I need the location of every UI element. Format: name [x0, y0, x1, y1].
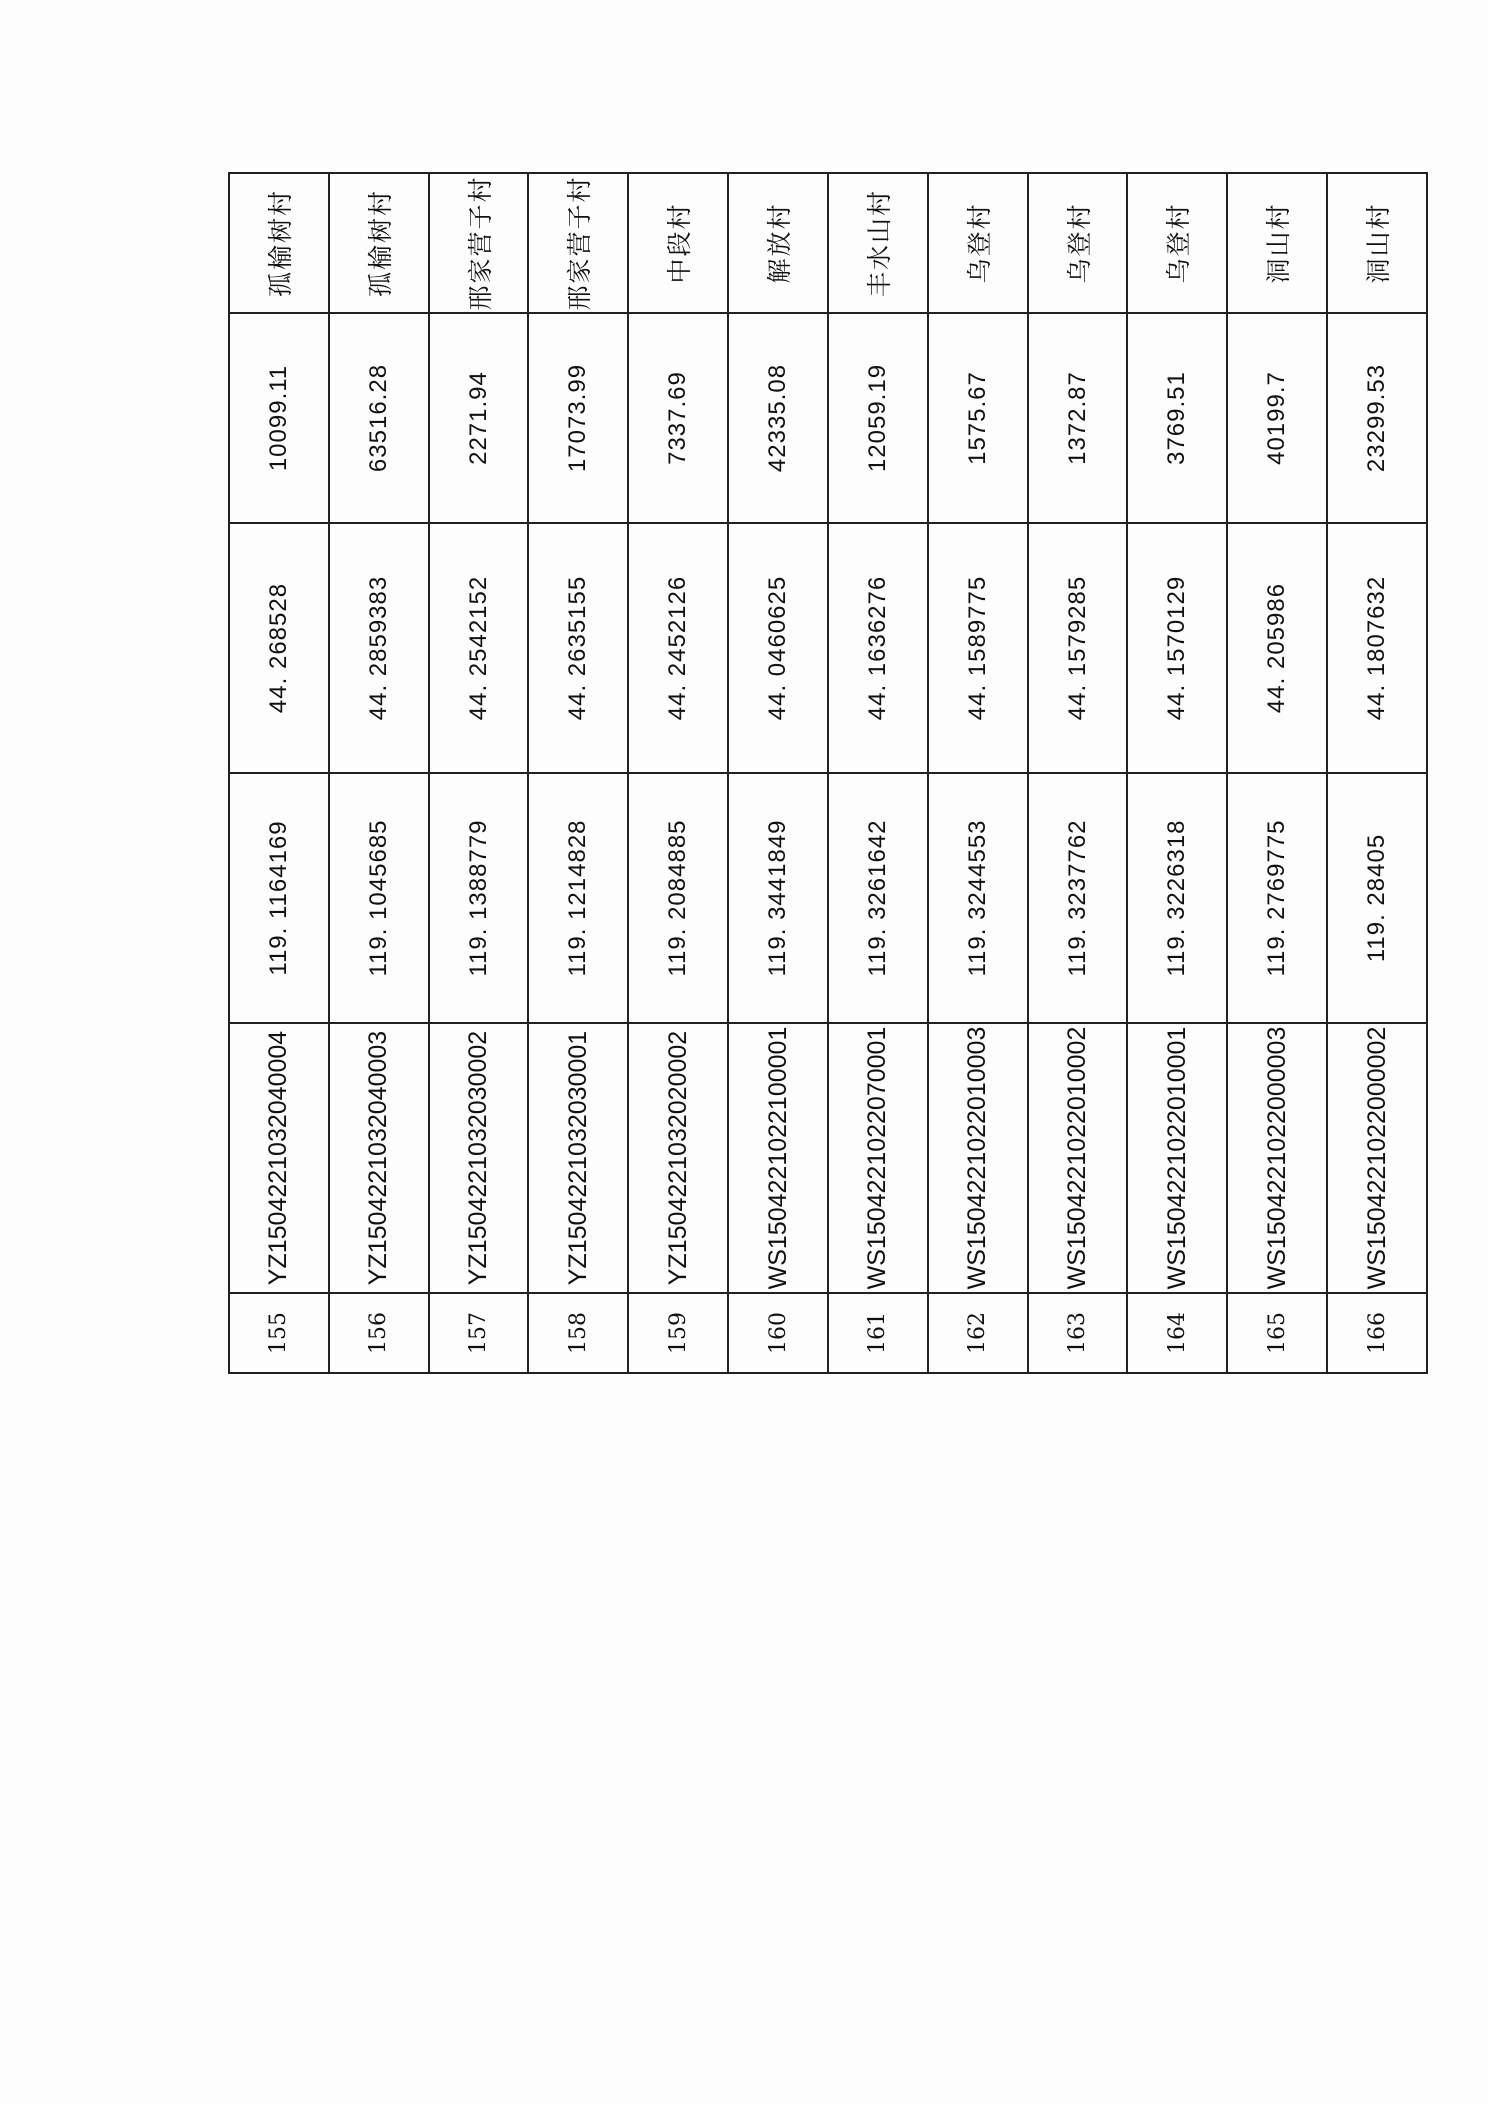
- village-name-cell: 孤榆树村: [329, 173, 429, 313]
- plot-code-cell: WS1504221022070001: [828, 1023, 928, 1293]
- row-number-cell: 162: [928, 1293, 1028, 1373]
- latitude-cell: 44. 268528: [229, 523, 329, 773]
- longitude-cell: 119. 3226318: [1127, 773, 1227, 1023]
- table-row: [329, 173, 429, 1373]
- area-cell: 1372.87: [1028, 313, 1128, 523]
- area-cell: 3769.51: [1127, 313, 1227, 523]
- table-row: [928, 173, 1028, 1373]
- table-row: [628, 173, 728, 1373]
- latitude-cell: 44. 205986: [1227, 523, 1327, 773]
- village-name-cell: 孤榆树村: [229, 173, 329, 313]
- latitude-cell: 44. 2859383: [329, 523, 429, 773]
- table-row: [1028, 173, 1128, 1373]
- longitude-cell: 119. 1214828: [528, 773, 628, 1023]
- latitude-cell: 44. 1807632: [1327, 523, 1427, 773]
- plot-code-cell: WS1504221022000003: [1227, 1023, 1327, 1293]
- table-row: [1127, 173, 1227, 1373]
- latitude-cell: 44. 2452126: [628, 523, 728, 773]
- latitude-cell: 44. 0460625: [728, 523, 828, 773]
- plot-code-cell: WS1504221022010003: [928, 1023, 1028, 1293]
- longitude-cell: 119. 3237762: [1028, 773, 1128, 1023]
- row-number-cell: 163: [1028, 1293, 1128, 1373]
- longitude-cell: 119. 28405: [1327, 773, 1427, 1023]
- row-number-cell: 166: [1327, 1293, 1427, 1373]
- row-number-cell: 159: [628, 1293, 728, 1373]
- plot-code-cell: WS1504221022010002: [1028, 1023, 1128, 1293]
- village-name-cell: 解放村: [728, 173, 828, 313]
- row-number-cell: 164: [1127, 1293, 1227, 1373]
- area-cell: 10099.11: [229, 313, 329, 523]
- area-cell: 7337.69: [628, 313, 728, 523]
- longitude-cell: 119. 2769775: [1227, 773, 1327, 1023]
- latitude-cell: 44. 1570129: [1127, 523, 1227, 773]
- plot-code-cell: WS1504221022100001: [728, 1023, 828, 1293]
- village-name-cell: 丰水山村: [828, 173, 928, 313]
- row-number-cell: 155: [229, 1293, 329, 1373]
- area-cell: 1575.67: [928, 313, 1028, 523]
- table-row: [1327, 173, 1427, 1373]
- table-row: [728, 173, 828, 1373]
- plot-code-cell: YZ1504221032040004: [229, 1023, 329, 1293]
- plot-code-cell: YZ1504221032020002: [628, 1023, 728, 1293]
- latitude-cell: 44. 2542152: [429, 523, 529, 773]
- latitude-cell: 44. 1589775: [928, 523, 1028, 773]
- area-cell: 12059.19: [828, 313, 928, 523]
- plot-code-cell: YZ1504221032030002: [429, 1023, 529, 1293]
- village-name-cell: 乌登村: [928, 173, 1028, 313]
- village-name-cell: 乌登村: [1028, 173, 1128, 313]
- area-cell: 40199.7: [1227, 313, 1327, 523]
- area-cell: 63516.28: [329, 313, 429, 523]
- longitude-cell: 119. 1388779: [429, 773, 529, 1023]
- plot-code-cell: YZ1504221032040003: [329, 1023, 429, 1293]
- plot-code-cell: YZ1504221032030001: [528, 1023, 628, 1293]
- row-number-cell: 157: [429, 1293, 529, 1373]
- row-number-cell: 161: [828, 1293, 928, 1373]
- village-name-cell: 邢家营子村: [429, 173, 529, 313]
- row-number-cell: 165: [1227, 1293, 1327, 1373]
- data-table: [228, 172, 1428, 1374]
- village-name-cell: 中段村: [628, 173, 728, 313]
- village-name-cell: 邢家营子村: [528, 173, 628, 313]
- plot-code-cell: WS1504221022000002: [1327, 1023, 1427, 1293]
- table-row: [528, 173, 628, 1373]
- plot-code-cell: WS1504221022010001: [1127, 1023, 1227, 1293]
- village-name-cell: 洞山村: [1227, 173, 1327, 313]
- area-cell: 2271.94: [429, 313, 529, 523]
- latitude-cell: 44. 1579285: [1028, 523, 1128, 773]
- area-cell: 17073.99: [528, 313, 628, 523]
- longitude-cell: 119. 3441849: [728, 773, 828, 1023]
- longitude-cell: 119. 1164169: [229, 773, 329, 1023]
- village-name-cell: 洞山村: [1327, 173, 1427, 313]
- longitude-cell: 119. 2084885: [628, 773, 728, 1023]
- table-row: [429, 173, 529, 1373]
- row-number-cell: 156: [329, 1293, 429, 1373]
- latitude-cell: 44. 2635155: [528, 523, 628, 773]
- row-number-cell: 158: [528, 1293, 628, 1373]
- table-row: [1227, 173, 1327, 1373]
- row-number-cell: 160: [728, 1293, 828, 1373]
- area-cell: 42335.08: [728, 313, 828, 523]
- table-body: [229, 173, 1427, 1373]
- village-name-cell: 乌登村: [1127, 173, 1227, 313]
- table-row: [828, 173, 928, 1373]
- rotated-table-container: [228, 174, 1394, 1374]
- longitude-cell: 119. 3261642: [828, 773, 928, 1023]
- latitude-cell: 44. 1636276: [828, 523, 928, 773]
- longitude-cell: 119. 3244553: [928, 773, 1028, 1023]
- area-cell: 23299.53: [1327, 313, 1427, 523]
- longitude-cell: 119. 1045685: [329, 773, 429, 1023]
- table-row: [229, 173, 329, 1373]
